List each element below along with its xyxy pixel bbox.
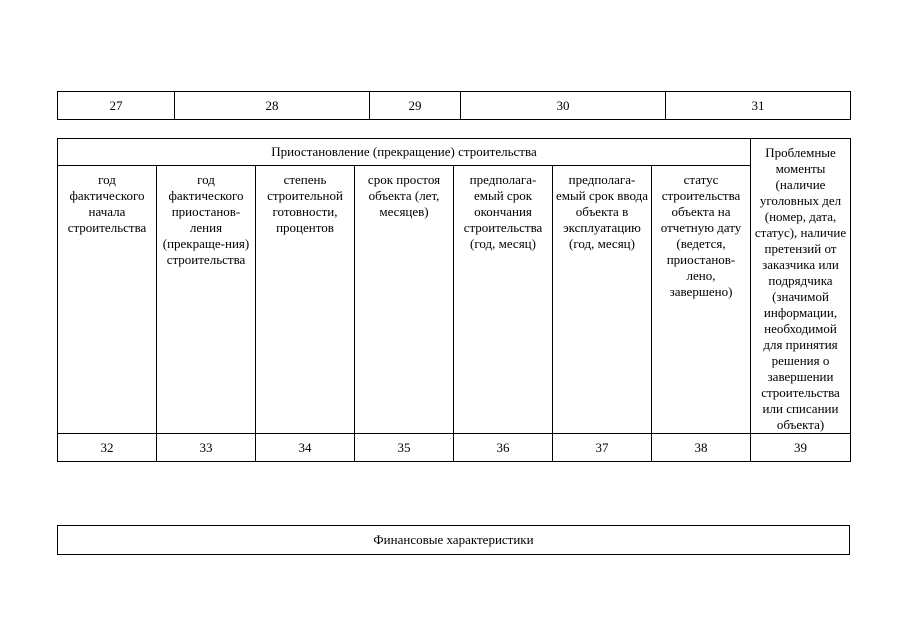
financial-characteristics-table (57, 525, 850, 555)
column-header-readiness-percent: степень строительной готовности, процентов (256, 166, 355, 434)
financial-characteristics-title: Финансовые характеристики (58, 526, 850, 555)
column-number-35: 35 (355, 434, 454, 462)
column-numbers-table-top (57, 91, 851, 120)
column-header-downtime: срок простоя объекта (лет, месяцев) (355, 166, 454, 434)
construction-suspension-table (57, 138, 851, 462)
column-number-33: 33 (157, 434, 256, 462)
problem-moments-header: Проблемные моменты (наличие уголовных дел (номер, дата, статус), наличие претензий от заказчика или подрядчика (значимой информации, необходимой для принятия решения о завершении строительства или списании объекта) (751, 139, 851, 434)
column-header-expected-completion: предполага-емый срок окончания строительства (год, месяц) (454, 166, 553, 434)
column-number-28: 28 (175, 92, 370, 120)
column-number-27: 27 (58, 92, 175, 120)
column-number-37: 37 (553, 434, 652, 462)
column-header-suspension-year: год фактического приостанов-ления (прекраще-ния) строительства (157, 166, 256, 434)
column-number-38: 38 (652, 434, 751, 462)
table-row (58, 434, 851, 462)
column-number-36: 36 (454, 434, 553, 462)
table-header-row (58, 139, 851, 166)
suspension-group-header: Приостановление (прекращение) строительства (58, 139, 751, 166)
column-number-31: 31 (666, 92, 851, 120)
column-header-expected-commissioning: предполага-емый срок ввода объекта в эксплуатацию (год, месяц) (553, 166, 652, 434)
table-header-row (58, 166, 851, 434)
column-number-32: 32 (58, 434, 157, 462)
column-number-34: 34 (256, 434, 355, 462)
column-header-construction-status: статус строительства объекта на отчетную дату (ведется, приостанов-лено, завершено) (652, 166, 751, 434)
table-row (58, 526, 850, 555)
table-row (58, 92, 851, 120)
column-number-39: 39 (751, 434, 851, 462)
column-header-start-year: год фактического начала строительства (58, 166, 157, 434)
column-number-30: 30 (461, 92, 666, 120)
column-number-29: 29 (370, 92, 461, 120)
